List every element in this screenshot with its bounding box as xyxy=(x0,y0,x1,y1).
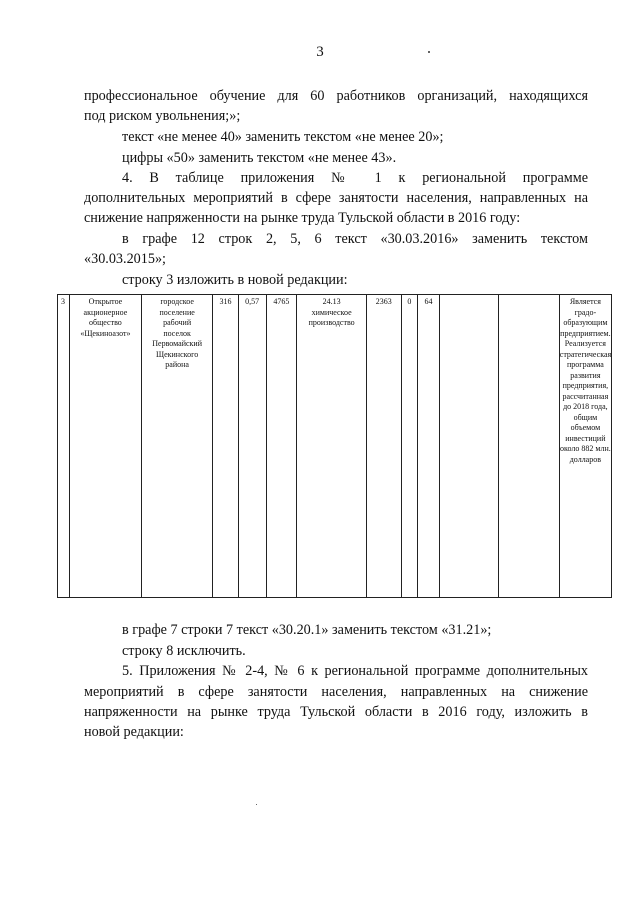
text-line: под риском увольнения;»; xyxy=(84,108,241,124)
table-cell-empty xyxy=(499,295,560,597)
text-line: 5. Приложения № 2-4, № 6 к региональной программе дополнительных xyxy=(122,663,588,679)
scan-speck xyxy=(428,51,430,53)
table-cell-empty xyxy=(440,295,500,597)
text-line: профессиональное обучение для 60 работников организаций, находящихся xyxy=(84,88,588,104)
text-line: 4. В таблице приложения № 1 к региональной программе xyxy=(122,170,588,186)
text-line: дополнительных мероприятий в сфере занятости населения, направленных на xyxy=(84,190,588,206)
table-cell-organization: Открытое акционерное общество «Щекиноазот» xyxy=(70,295,142,597)
table-cell-value: 64 xyxy=(418,295,439,597)
table-cell-value: 0 xyxy=(402,295,419,597)
text-line: снижение напряженности на рынке труда Тульской области в 2016 году: xyxy=(84,210,521,226)
scan-speck xyxy=(256,804,257,805)
text-line: мероприятий в сфере занятости населения, направленных на снижение xyxy=(84,684,588,700)
text-line: в графе 7 строки 7 текст «30.20.1» заменить текстом «31.21»; xyxy=(122,622,492,638)
table-cell-number: 3 xyxy=(58,295,70,597)
table-cell-value: 2363 xyxy=(367,295,401,597)
text-line: цифры «50» заменить текстом «не менее 43». xyxy=(122,150,397,166)
text-line: напряженности на рынке труда Тульской области в 2016 году, изложить в xyxy=(84,704,588,720)
text-line: в графе 12 строк 2, 5, 6 текст «30.03.2016» заменить текстом xyxy=(122,231,588,247)
page-number: 3 xyxy=(316,44,324,60)
text-line: текст «не менее 40» заменить текстом «не менее 20»; xyxy=(122,129,444,145)
text-line: строку 3 изложить в новой редакции: xyxy=(122,272,348,288)
text-line: строку 8 исключить. xyxy=(122,643,246,659)
table-cell-value: 316 xyxy=(213,295,238,597)
table-cell-settlement: городское поселение рабочий поселок Первомайский Щекинского района xyxy=(142,295,214,597)
table-cell-okved: 24.13 химическое производство xyxy=(297,295,367,597)
table-cell-note: Является градо- образующим предприятием. Реализуется стратегическая программа развития предприятия, рассчитанная до 2018 года, общим объемом инвестиций около 882 млн. долларов xyxy=(559,297,612,464)
text-line: новой редакции: xyxy=(84,724,184,740)
table-cell-value: 4765 xyxy=(267,295,298,597)
text-line: «30.03.2015»; xyxy=(84,251,166,267)
table-cell-value: 0,57 xyxy=(239,295,267,597)
table xyxy=(57,294,612,598)
